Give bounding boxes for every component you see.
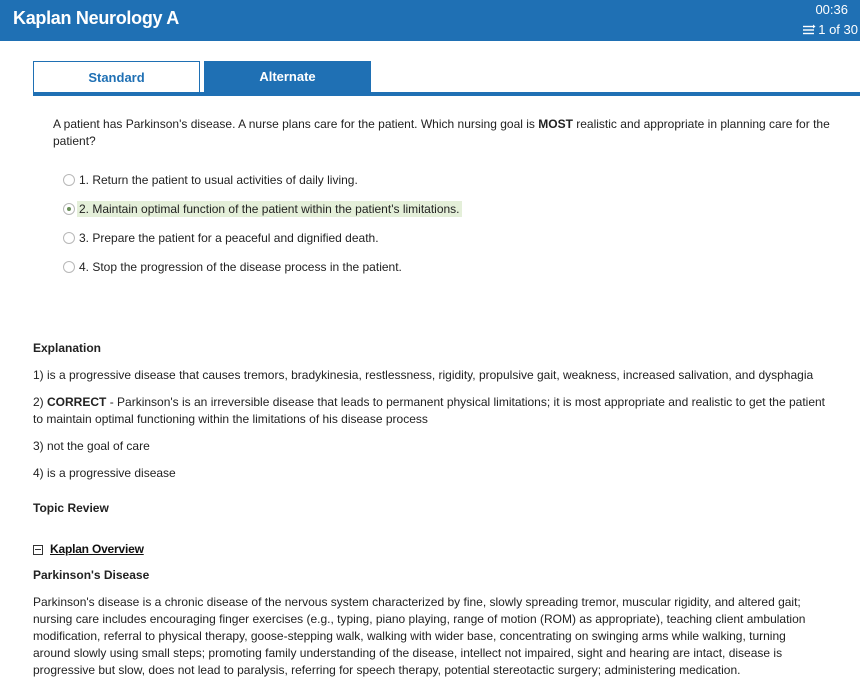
radio-button[interactable]: [63, 232, 75, 244]
radio-button-selected[interactable]: [63, 203, 75, 215]
answer-option-3[interactable]: [63, 228, 379, 248]
explanation-item-4: 4) is a progressive disease: [33, 466, 176, 480]
topic-review-heading: Topic Review: [33, 501, 109, 515]
answer-option-text: 4. Stop the progression of the disease process in the patient.: [79, 260, 402, 274]
correct-label: CORRECT: [47, 395, 107, 409]
explanation-heading: Explanation: [33, 341, 102, 355]
topic-subheading: Parkinson's Disease: [33, 568, 150, 582]
question-counter-text: 1 of 30: [818, 22, 858, 37]
answer-option-text: 3. Prepare the patient for a peaceful and dignified death.: [79, 231, 379, 245]
question-list-icon[interactable]: [802, 24, 816, 36]
answer-option-text: 2. Maintain optimal function of the patient within the patient's limitations.: [79, 202, 460, 216]
question-text-start: A patient has Parkinson's disease. A nurse plans care for the patient. Which nursing goal is: [53, 117, 539, 131]
app-title: Kaplan Neurology A: [13, 8, 179, 28]
radio-button[interactable]: [63, 174, 75, 186]
question-counter[interactable]: [802, 22, 858, 37]
question-text-end: realistic and appropriate in planning care for the patient?: [53, 117, 830, 148]
explanation-item-3: 3) not the goal of care: [33, 439, 150, 453]
explanation-item-2-number: 2): [33, 395, 48, 409]
timer: 00:36: [815, 2, 848, 17]
explanation-item-2: [33, 394, 833, 428]
top-header-bar: [0, 0, 860, 41]
kaplan-overview-toggle[interactable]: [33, 542, 144, 556]
question-stem: [53, 116, 843, 150]
kaplan-overview-link[interactable]: Kaplan Overview: [50, 542, 144, 556]
explanation-item-2-text: - Parkinson's is an irreversible disease that leads to permanent physical limitations; it is most appropriate and realistic to get the patient to maintain optimal functioning within the limitations of his disease process: [33, 395, 826, 426]
tab-underline: [33, 92, 860, 96]
explanation-item-1: 1) is a progressive disease that causes tremors, bradykinesia, restlessness, rigidity, propulsive gait, weakness, increased salivation, and dysphagia: [33, 368, 814, 382]
question-emphasis: MOST: [538, 117, 573, 131]
answer-option-4[interactable]: [63, 257, 402, 277]
answer-option-text: 1. Return the patient to usual activities of daily living.: [79, 173, 358, 187]
collapse-icon[interactable]: [33, 545, 43, 555]
answer-option-1[interactable]: [63, 170, 358, 190]
topic-body-text: Parkinson's disease is a chronic disease of the nervous system characterized by fine, slowly spreading tremor, muscular rigidity, and altered gait; nursing care includes encouraging finger exercises (e.g., typing, piano playing, range of motion (ROM) as appropriate), teaching client ambulation modification, referral to physical therapy, goose-stepping walk, walking with wider base, concentrating on swinging arms while walking, turning around slowly using small steps; promoting family understanding of the disease, intellect not impaired, sight and hearing are intact, disease is progressive but slow, does not lead to paralysis, referring for speech therapy, potential stereotactic surgery; administering medication.: [33, 595, 806, 677]
view-tabs: [33, 61, 860, 92]
radio-button[interactable]: [63, 261, 75, 273]
tab-standard[interactable]: Standard: [33, 61, 200, 92]
answer-option-2[interactable]: [63, 199, 462, 219]
tab-alternate[interactable]: Alternate: [204, 61, 371, 92]
